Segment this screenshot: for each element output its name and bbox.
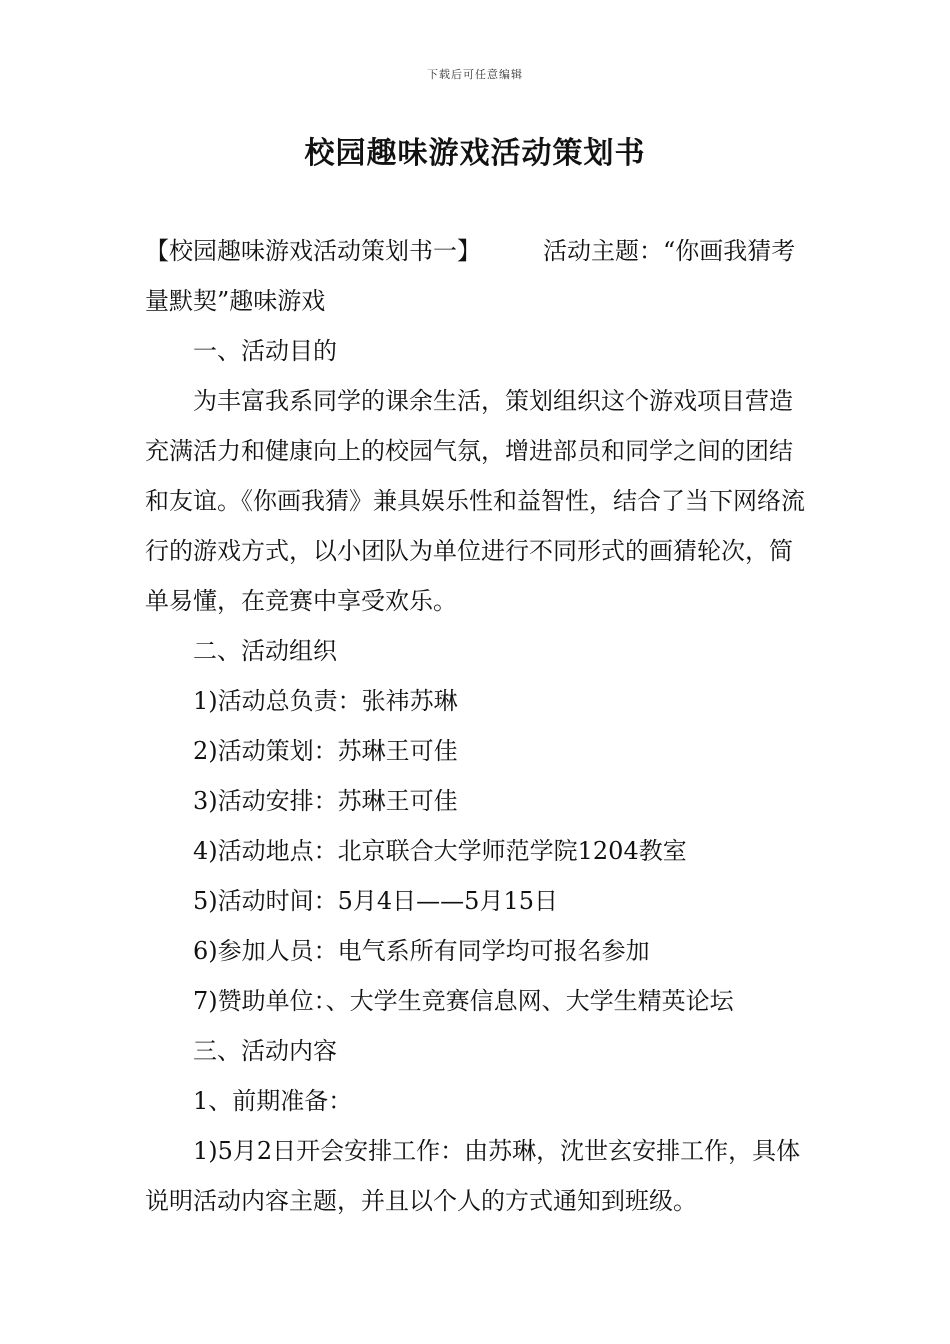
organization-item-location: 4)活动地点：北京联合大学师范学院1204教室 xyxy=(193,837,687,865)
document-title: 校园趣味游戏活动策划书 xyxy=(304,136,646,171)
organization-item-sponsors: 7)赞助单位：、大学生竞赛信息网、大学生精英论坛 xyxy=(193,987,734,1015)
section-heading-content: 三、活动内容 xyxy=(193,1037,337,1065)
organization-item-participants: 6)参加人员：电气系所有同学均可报名参加 xyxy=(193,937,650,965)
section-heading-purpose: 一、活动目的 xyxy=(193,337,337,365)
subsection-heading-preparation: 1、前期准备： xyxy=(193,1087,353,1115)
organization-item-leader: 1)活动总负责：张祎苏琳 xyxy=(193,687,458,715)
intro-paragraph xyxy=(145,226,807,326)
intro-heading: 【校园趣味游戏活动策划书一】 xyxy=(145,237,481,265)
organization-item-planning: 2)活动策划：苏琳王可佳 xyxy=(193,737,458,765)
section-heading-organization: 二、活动组织 xyxy=(193,637,337,665)
organization-item-time: 5)活动时间：5月4日——5月15日 xyxy=(193,887,558,915)
purpose-paragraph: 为丰富我系同学的课余生活，策划组织这个游戏项目营造充满活力和健康向上的校园气氛，增进部员和同学之间的团结和友谊。《你画我猜》兼具娱乐性和益智性，结合了当下网络流行的游戏方式，以小团队为单位进行不同形式的画猜轮次，简单易懂，在竞赛中享受欢乐。 xyxy=(145,387,805,615)
document-body xyxy=(145,226,807,1226)
header-note: 下载后可任意编辑 xyxy=(427,68,523,81)
preparation-item-meeting: 1)5月2日开会安排工作：由苏琳，沈世玄安排工作，具体说明活动内容主题，并且以个人的方式通知到班级。 xyxy=(145,1137,801,1215)
intro-theme: 活动主题：“你画我猜考量默契”趣味游戏 xyxy=(145,237,796,315)
organization-item-arrangement: 3)活动安排：苏琳王可佳 xyxy=(193,787,458,815)
